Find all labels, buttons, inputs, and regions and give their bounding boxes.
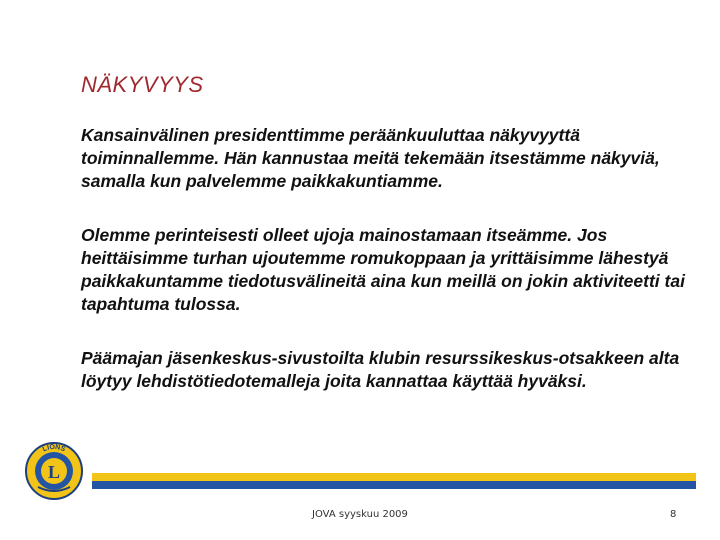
footer-yellow-bar [92,473,696,481]
page-number: 8 [670,509,677,520]
page-title: NÄKYVYYS [81,72,204,97]
paragraph-shyness: Olemme perinteisesti olleet ujoja mainostamaan itseämme. Jos heittäisimme turhan ujoutemme romukoppaan ja yrittäisimme lähestyä paikkakuntamme tiedotusvälineitä aina kun meillä on jokin aktiviteetti tai tapahtuma tulossa. [81,225,685,314]
paragraph-visibility: Kansainvälinen presidenttimme peräänkuuluttaa näkyvyyttä toiminnallemme. Hän kannustaa meitä tekemään itsestämme näkyviä, samalla kun palvelemme paikkakuntiamme. [81,125,660,191]
logo-text: LIONS [41,443,67,454]
paragraph-press-templates: Päämajan jäsenkeskus-sivustoilta klubin resurssikeskus-otsakkeen alta löytyy lehdistötiedotemalleja joita kannattaa käyttää hyväksi. [81,348,680,391]
footer-blue-bar [92,481,696,489]
footer-date-label: JOVA syyskuu 2009 [312,509,408,520]
lions-club-emblem-icon [24,441,84,501]
logo-letter: L [47,462,61,482]
